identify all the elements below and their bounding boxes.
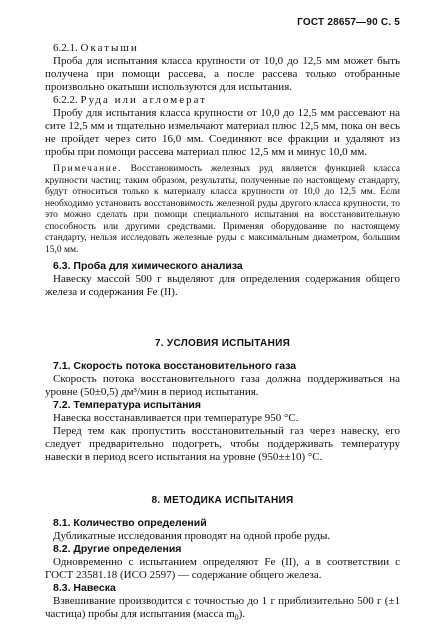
section-7-title: 7. УСЛОВИЯ ИСПЫТАНИЯ (154, 338, 291, 349)
paragraph-7-2-b: Перед тем как пропустить восстановительный газ через навеску, его следует предварительно подогреть, чтобы поддерживать температуру навески в период всего испытания на уровне (950±±10) °С. (45, 425, 400, 463)
section-8-title: 8. МЕТОДИКА ИСПЫТАНИЯ (151, 495, 294, 506)
heading-6-2-1-number: 6.2.1. (53, 42, 78, 54)
paragraph-8-3-text: Взвешивание производится с точностью до 1 г приблизительно 500 г (±1 частица) пробы для испытания (масса m (45, 595, 400, 620)
paragraph-7-2-a: Навеска восстанавливается при температуре 950 °С. (53, 412, 299, 424)
heading-6-2-2 (45, 94, 400, 107)
heading-7-1: 7.1. Скорость потока восстановительного газа (53, 360, 297, 372)
paragraph-8-3-end: ). (238, 608, 246, 620)
heading-6-2-1-title: Окатыши (80, 42, 139, 54)
heading-6-2-2-number: 6.2.2. (53, 94, 78, 106)
heading-6-2-2-title: Руда или агломерат (80, 94, 208, 106)
heading-6-2-1 (45, 42, 400, 55)
paragraph-7-1: Скорость потока восстановительного газа должна поддерживаться на уровне (50±0,5) дм³/мин в период испытания. (45, 373, 400, 398)
heading-6-3: 6.3. Проба для химического анализа (53, 260, 243, 272)
heading-8-1: 8.1. Количество определений (53, 517, 207, 529)
heading-8-2: 8.2. Другие определения (53, 543, 182, 555)
note-text: Восстановимость железных руд является функцией класса крупности частиц; таким образом, результаты, полученные по настоящему стандарту, будут относиться только к материалу класса крупности от 10,0 до 12,5 мм. Если необходимо установить восстановимость железной руды другого класса крупности, то это можно сделать при помощи специального испытания на восстановительную способность или другими средствами. Применяя оборудование по настоящему стандарту, нельзя исследовать железные руды с максимальным диаметром, большим 15,0 мм. (45, 164, 400, 255)
page-header: ГОСТ 28657—90 С. 5 (297, 17, 400, 28)
heading-7-2: 7.2. Температура испытания (53, 399, 202, 411)
note-label: Примечание. (53, 164, 122, 174)
note-paragraph (45, 164, 400, 256)
heading-8-3: 8.3. Навеска (53, 582, 116, 594)
paragraph-8-2: Одновременно с испытанием определяют Fe (II), а в соответствии с ГОСТ 23581.18 (ИСО 2597) — содержание общего железа. (45, 556, 400, 581)
paragraph-6-3: Навеску массой 500 г выделяют для определения содержания общего железа и содержания Fe (II). (45, 273, 400, 298)
paragraph-6-2-2: Пробу для испытания класса крупности от 10,0 до 12,5 мм рассевают на сите 12,5 мм и тщательно измельчают материал плюс 12,5 мм, пока он весь не пройдет через сито 16,0 мм. Соединяют все фракции и удаляют из пробы при помощи рассева материал плюс 12,5 мм и минус 10,0 мм. (45, 107, 400, 158)
paragraph-8-3 (45, 595, 400, 624)
paragraph-8-1: Дубликатные исследования проводят на одной пробе руды. (53, 530, 331, 542)
mass-subscript: 0 (234, 613, 239, 623)
paragraph-6-2-1: Проба для испытания класса крупности от 10,0 до 12,5 мм может быть получена при помощи рассева, а после рассева только отобранные произвольно окатыши используются для испытания. (45, 55, 400, 93)
